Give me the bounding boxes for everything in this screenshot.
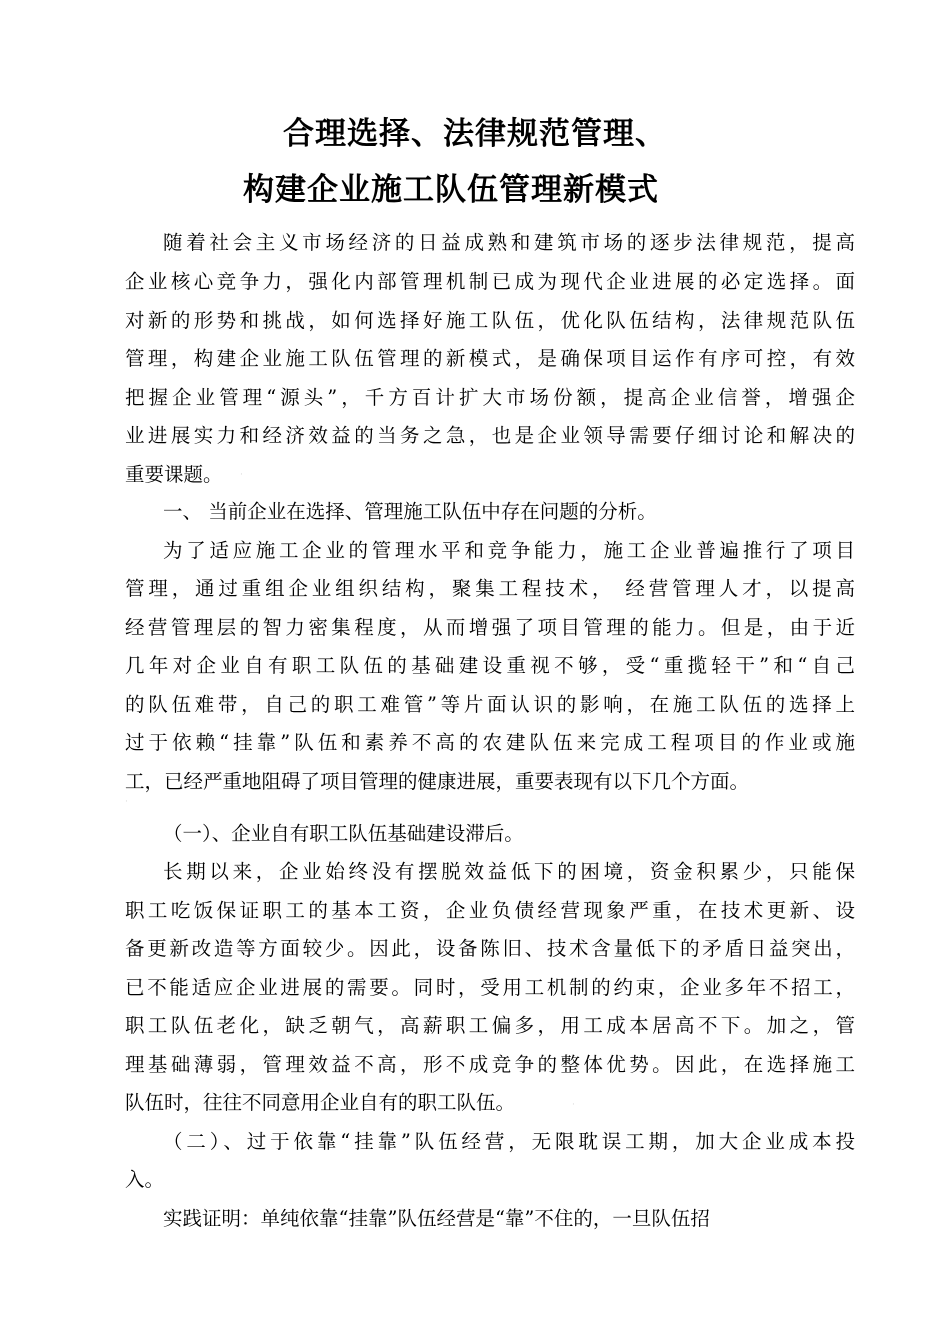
subsection-heading: （二）、过于依靠“挂靠”队伍经营，无限耽误工期，加大企业成本投 — [163, 1130, 855, 1153]
body-line: 的队伍难带，自己的职工难管”等片面认识的影响，在施工队伍的选择上 — [125, 693, 855, 716]
scan-speck: · — [240, 470, 243, 480]
body-line: 职工吃饭保证职工的基本工资，企业负债经营现象严重，在技术更新、设 — [125, 899, 855, 922]
body-line: 经营管理层的智力密集程度，从而增强了项目管理的能力。但是，由于近 — [125, 616, 855, 639]
body-line: 随着社会主义市场经济的日益成熟和建筑市场的逐步法律规范，提高 — [163, 231, 855, 254]
document-title-line-1: 合理选择、法律规范管理、 — [283, 116, 667, 152]
scan-speck: · — [125, 797, 128, 807]
body-line: 已不能适应企业进展的需要。同时，受用工机制的约束，企业多年不招工， — [125, 976, 855, 999]
body-line: 入。 — [125, 1168, 165, 1191]
body-line: 管理，构建企业施工队伍管理的新模式，是确保项目运作有序可控，有效 — [125, 347, 855, 370]
body-line: 队伍时，往往不同意用企业自有的职工队伍。 — [125, 1091, 516, 1114]
body-line: 为了适应施工企业的管理水平和竞争能力，施工企业普遍推行了项目 — [163, 539, 855, 562]
document-title-line-2: 构建企业施工队伍管理新模式 — [243, 172, 659, 208]
body-line: 长期以来，企业始终没有摆脱效益低下的困境，资金积累少，只能保 — [163, 860, 855, 883]
body-line: 把握企业管理“源头”，千方百计扩大市场份额，提高企业信誉，增强企 — [125, 386, 855, 409]
body-line: 对新的形势和挑战，如何选择好施工队伍，优化队伍结构，法律规范队伍 — [125, 309, 855, 332]
body-line: 几年对企业自有职工队伍的基础建设重视不够，受“重揽轻干”和“自己 — [125, 654, 855, 677]
body-line: 业进展实力和经济效益的当务之急，也是企业领导需要仔细讨论和解决的 — [125, 424, 855, 447]
subsection-heading: （一）、企业自有职工队伍基础建设滞后。 — [163, 822, 524, 845]
body-line: 管理，通过重组企业组织结构，聚集工程技术， 经营管理人才，以提高 — [125, 577, 855, 600]
scan-speck: · — [572, 1100, 575, 1110]
body-line: 职工队伍老化，缺乏朝气，高薪职工偏多，用工成本居高不下。加之，管 — [125, 1014, 855, 1037]
body-line: 备更新改造等方面较少。因此，设备陈旧、技术含量低下的矛盾日益突出， — [125, 937, 855, 960]
body-line: 实践证明：单纯依靠“挂靠”队伍经营是“靠”不住的，一旦队伍招 — [163, 1207, 710, 1230]
body-line: 重要课题。 — [125, 463, 223, 486]
body-line: 工，已经严重地阻碍了项目管理的健康进展，重要表现有以下几个方面。 — [125, 770, 750, 793]
body-line: 企业核心竞争力，强化内部管理机制已成为现代企业进展的必定选择。面 — [125, 270, 855, 293]
body-line: 理基础薄弱，管理效益不高，形不成竞争的整体优势。因此，在选择施工 — [125, 1053, 855, 1076]
body-line: 过于依赖“挂靠”队伍和素养不高的农建队伍来完成工程项目的作业或施 — [125, 731, 855, 754]
section-heading: 一、 当前企业在选择、管理施工队伍中存在问题的分析。 — [163, 500, 657, 523]
